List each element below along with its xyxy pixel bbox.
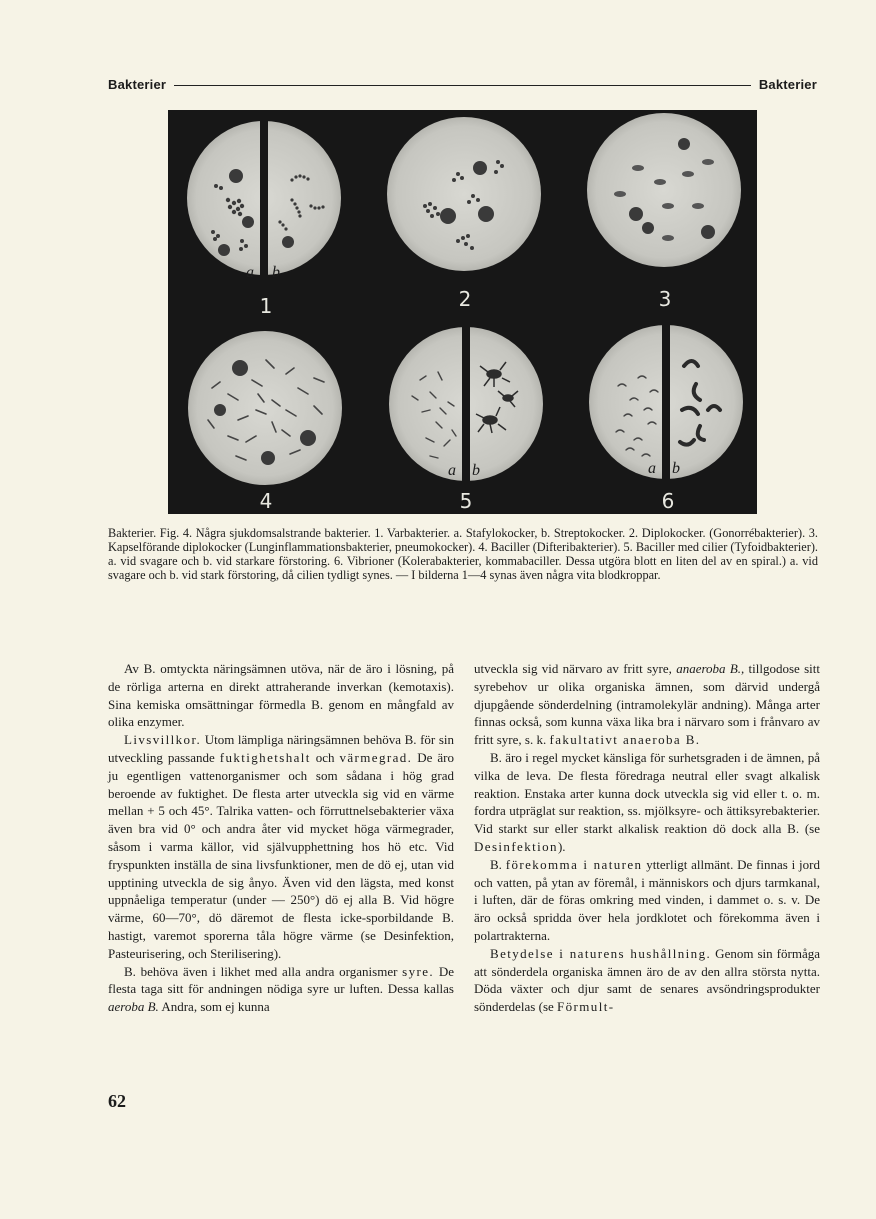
right-column <box>474 660 820 1016</box>
term: Livsvillkor. <box>124 732 202 748</box>
view-6-sub-a: a <box>648 460 656 477</box>
term: Förmult- <box>557 999 615 1015</box>
view-6-vibrioner <box>589 322 743 513</box>
term: fakultativt anaeroba B. <box>549 732 701 748</box>
view-3-kapselforande-diplokocker <box>587 113 741 311</box>
paragraph: utveckla sig vid närvaro av fritt syre, anaeroba B., tillgodose sitt syrebehov ur olika organiska ämnen, som därvid undergå djupgående sönderdelning (intramolekylär andning). Många arter finnas också, som kunna växa lika bra i närvaro som i frånvaro av fritt syre, s. k. fakultativt anaeroba B. <box>474 661 821 748</box>
paragraph: Betydelse i naturens hushållning. Genom sin förmåga att sönderdela organiska ämnen äro de av den allra största nytta. Döda växter och djur samt de senares avsöndringsprodukter sönderdelas (se Förmult- <box>474 945 820 1015</box>
bacteria-figure-plate <box>168 110 757 514</box>
page-number: 62 <box>108 1091 126 1111</box>
view-1-sub-b: b <box>272 264 280 281</box>
view-4-label: 4 <box>259 489 273 513</box>
body-text <box>108 660 821 1080</box>
view-4-baciller <box>188 331 342 513</box>
header-left-title: Bakterier <box>108 76 167 92</box>
view-2-diplokocker <box>387 117 541 311</box>
term: värmegrad. <box>339 749 413 765</box>
paragraph: Av B. omtyckta näringsämnen utöva, när de äro i lösning, på de rörliga arterna en direkt attraherande inverkan (kemotaxis). Sina kemiska omsättningar förmedla B. genom en mångfald av olika enzymer. <box>108 661 454 730</box>
term: förekomma i naturen <box>505 856 643 872</box>
term: Betydelse i naturens hushållning. <box>490 945 712 961</box>
view-5-sub-a: a <box>448 462 456 479</box>
view-6-sub-b: b <box>672 460 680 477</box>
paragraph: B. äro i regel mycket känsliga för surhetsgraden i de ämnen, på vilka de leva. De flesta föredraga neutral eller svagt alkalisk reaktion. Enstaka arter kunna dock utveckla sig vid eller t. o. m. fordra utpräglat sur reaktion, ss. mjölksyre- och ättiksyrebakterier. Vid starkt sur eller starkt alkalisk reaktion dö dock alla B. (se Desinfektion). <box>474 749 820 854</box>
running-header <box>108 74 817 94</box>
paragraph: B. behöva även i likhet med alla andra organismer syre. De flesta taga sitt för andningen nödiga syre ur luften. Dessa kallas aeroba B. Andra, som ej kunna <box>108 963 454 1015</box>
microscope-views <box>168 110 757 514</box>
view-1-label: 1 <box>259 294 273 318</box>
view-5-label: 5 <box>459 489 473 513</box>
header-rule <box>174 85 751 86</box>
view-5-sub-b: b <box>472 462 480 479</box>
emphasis: anaeroba B., <box>676 661 745 676</box>
paragraph: Livsvillkor. Utom lämpliga näringsämnen behöva B. för sin utveckling passande fuktighetshalt och värmegrad. De äro ju egentligen vattenorganismer och som sådana i hög grad beroende av fuktighet. De flesta arter utveckla sig vid en värme mellan + 5 och 45°. Talrika vatten- och förruttnelsebakterier växa även bra vid 0° och andra åter vid mycket höga värmegrader, såsom i varma källor, vid självupphettning hos hö etc. Vid fryspunkten inställa de sina livsfunktioner, men de dö ej, utan vid upptining utveckla de sig ånyo. Även vid den lägsta, med konst uppnåeliga temperatur (under — 250°) dö ej alla B. Vid högre värme, 60—70°, dö däremot de flesta icke-sporbildande B. hastigt, varemot sporerna tåla högre värme (se Desinfektion, Pasteurisering, och Sterilisering). <box>108 732 454 961</box>
view-5-baciller-med-cilier <box>389 326 543 513</box>
view-3-label: 3 <box>658 287 672 311</box>
paragraph: B. förekomma i naturen ytterligt allmänt. De finnas i jord och vatten, på ytan av föremål, i människors och djurs tarmkanal, i luften, där de föras omkring med vinden, i dammet o. s. v. De äro också spridda över hela jordklotet och förekomma även i polartrakterna. <box>474 856 820 943</box>
emphasis: aeroba B. <box>108 999 159 1015</box>
view-6-label: 6 <box>661 489 675 513</box>
view-1-sub-a: a <box>246 264 254 281</box>
view-2-label: 2 <box>458 287 472 311</box>
view-1-varbakterier <box>187 120 341 318</box>
header-right-title: Bakterier <box>758 76 817 92</box>
figure-caption: Bakterier. Fig. 4. Några sjukdomsalstrande bakterier. 1. Varbakterier. a. Stafylokocker, b. Streptokocker. 2. Diplokocker. (Gonorrébakterier). 3. Kapselförande diplokocker (Lunginflammationsbakterier, pneumokocker). 4. Baciller (Difteribakterier). 5. Baciller med cilier (Tyfoidbakterier). a. vid svagare och b. vid starkare förstoring. 6. Vibrioner (Kolerabakterier, kommabaciller. Dessa utgöra blott en liten del av en spiral.) a. vid svagare och b. vid stark förstoring, då cilien tydligt synes. — I bilderna 1—4 synas även några vita blodkroppar. <box>108 526 818 582</box>
term: Desinfektion <box>474 838 558 854</box>
term: syre. <box>402 963 435 979</box>
term: fuktighetshalt <box>219 749 311 765</box>
left-column <box>108 660 454 1016</box>
